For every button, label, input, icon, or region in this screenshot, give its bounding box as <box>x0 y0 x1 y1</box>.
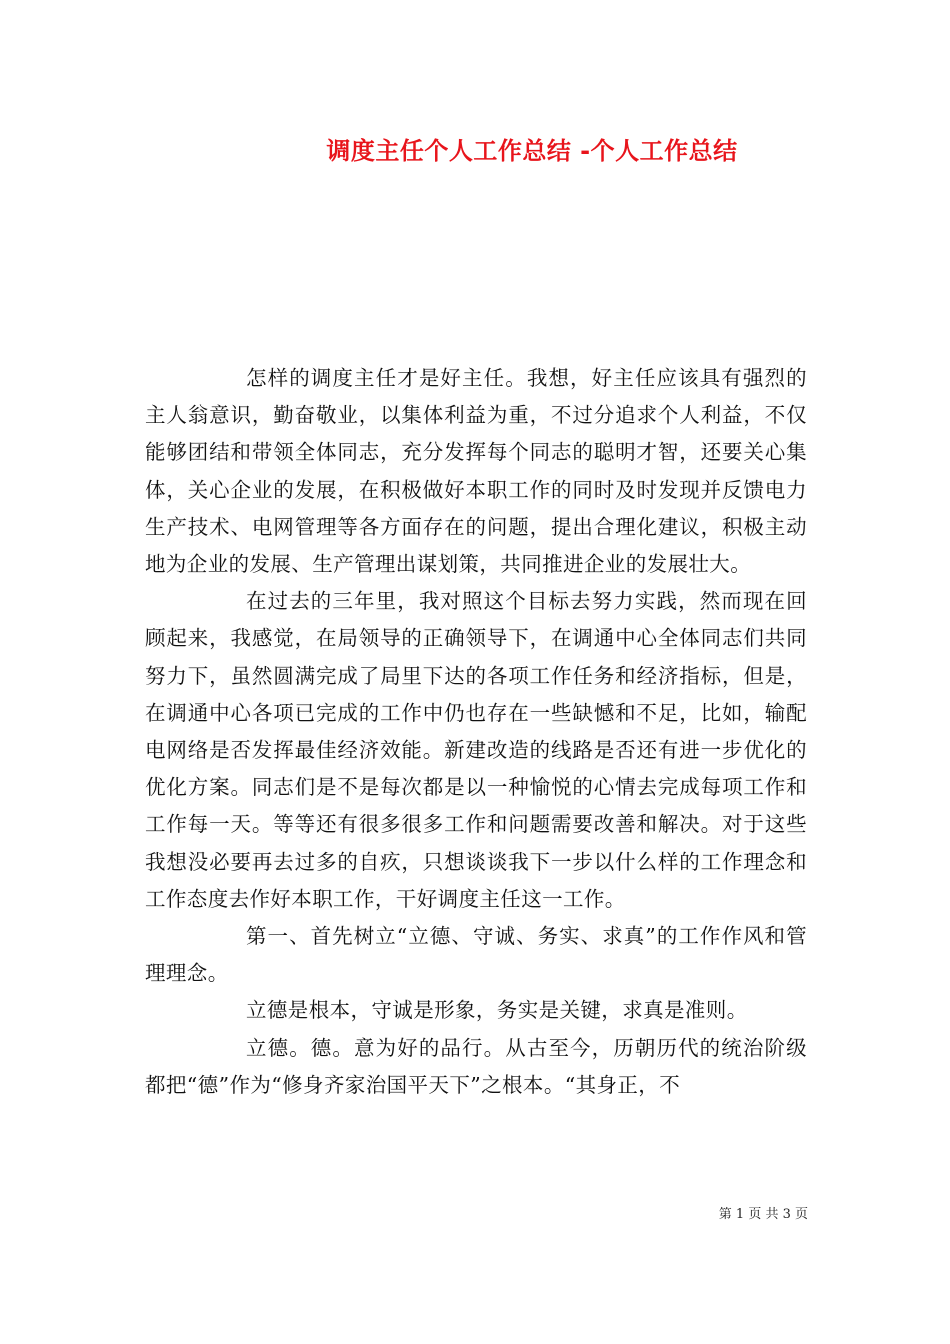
paragraph: 怎样的调度主任才是好主任。我想，好主任应该具有强烈的主人翁意识，勤奋敬业，以集体利益为重，不过分追求个人利益，不仅能够团结和带领全体同志，充分发挥每个同志的聪明才智，还要关心集体，关心企业的发展，在积极做好本职工作的同时及时发现并反馈电力生产技术、电网管理等各方面存在的问题，提出合理化建议，积极主动地为企业的发展、生产管理出谋划策，共同推进企业的发展壮大。 <box>145 366 807 577</box>
document-body <box>145 360 807 1104</box>
paragraph: 立德。德。意为好的品行。从古至今，历朝历代的统治阶级都把“德”作为“修身齐家治国平天下”之根本。“其身正，不 <box>145 1035 807 1097</box>
document-title: 调度主任个人工作总结 -个人工作总结 <box>326 137 738 165</box>
page-number: 第 1 页 共 3 页 <box>718 1207 808 1222</box>
paragraph: 立德是根本，守诚是形象，务实是关键，求真是准则。 <box>246 998 748 1023</box>
paragraph: 第一、首先树立“立德、守诚、务实、求真”的工作作风和管理理念。 <box>145 924 807 986</box>
paragraph: 在过去的三年里，我对照这个目标去努力实践，然而现在回顾起来，我感觉，在局领导的正确领导下，在调通中心全体同志们共同努力下，虽然圆满完成了局里下达的各项工作任务和经济指标，但是，在调通中心各项已完成的工作中仍也存在一些缺憾和不足，比如，输配电网络是否发挥最佳经济效能。新建改造的线路是否还有进一步优化的优化方案。同志们是不是每次都是以一种愉悦的心情去完成每项工作和工作每一天。等等还有很多很多工作和问题需要改善和解决。对于这些我想没必要再去过多的自疚，只想谈谈我下一步以什么样的工作理念和工作态度去作好本职工作，干好调度主任这一工作。 <box>145 589 807 911</box>
